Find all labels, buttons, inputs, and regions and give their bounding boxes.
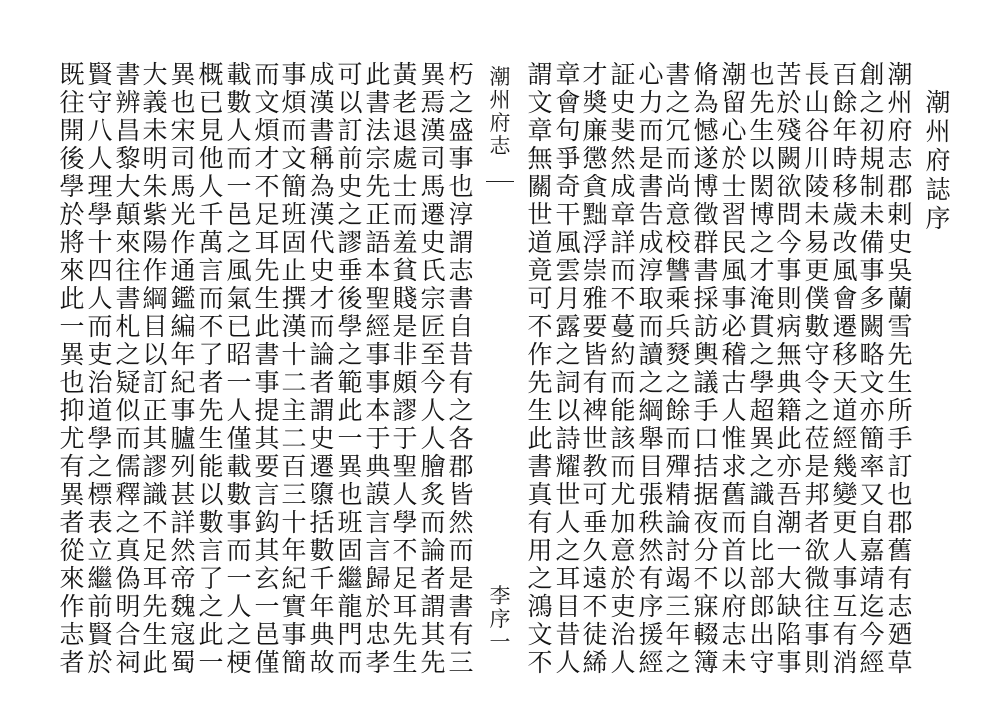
left-page-column: 事煩而文簡班固止撰漢十二主二百三十年紀實事簡 [281, 60, 307, 677]
right-page-column: 百餘年時移歲改風會遷移天道經幾變更人事互有消 [832, 60, 858, 677]
right-page-column: 謂文章無關世道竟可不作先生此書真有用之鴻文不 [527, 60, 553, 677]
right-page-column: 長山谷川陵未易更僕數守令之莅是邦者欲微往事則 [804, 60, 830, 677]
left-page-column: 書辨昌黎大顛來往書札之疑似而儒釋之真偽明合祠 [115, 60, 141, 677]
left-page-column: 大義未明朱紫陽作綱目以訂正其謬識不足耳先生此 [142, 60, 168, 677]
right-page-column: 心力而是書告成淳取而讀之綱舉目張秩然有序援經 [638, 60, 664, 677]
left-page-column: 此書法宗先正語本聖經事事本于典謨言言歸於忠孝 [365, 60, 391, 677]
left-page-column: 賢守八人理學十四人而吏治道學之標表立繼前賢於 [87, 60, 113, 677]
left-page-column: 黃老退處士而羞貧賤是非頗謬于聖人學不足耳先生 [392, 60, 418, 677]
right-page-column: 苦於殘闕欲問今事則病無典籍此亦吾潮一大缺陷事 [776, 60, 802, 677]
right-page-column: 也先生以閎博之才淹貫之學超異之識自比部郎出守 [749, 60, 775, 677]
left-page-column: 可以訂前史之謬垂後學之範此一異也班固繼龍門而 [337, 60, 363, 677]
left-page-column: 而文煩才不足耳先生此書事提其要言鈎其玄一邑僅 [254, 60, 280, 677]
right-page-column: 潮留心於士習民風事必稽古人惟求舊而首以府志未 [721, 60, 747, 677]
preface-title: 潮州府誌序 [925, 88, 951, 233]
right-page-column: 書之冗而尚意校讐乘兵燹之餘而殫精論討竭三年之 [665, 60, 691, 677]
left-page-column: 異焉漢司馬遷史氏宗匠至今人人膾炙而論者謂其先 [420, 60, 446, 677]
left-page-column: 既往開後學於將來此一異也抑尤有異者從來作志者 [59, 60, 85, 677]
right-page-column: 潮州府志郡剌史吳蘭雪先生所手訂也郡舊有志廼草 [887, 60, 913, 677]
right-page-column: 才奬廉懲貪黜浮崇雅要皆有裨世教可垂久遠不徒絺 [582, 60, 608, 677]
right-page-column: 創之初規制未備事多闕略文亦簡率又自嘉靖迄今經 [859, 60, 885, 677]
gutter-book-title: 潮州府志 [489, 65, 511, 158]
right-page-column: 脩為憾遂博徵群書採訪輿議手口拮据夜分不寐輟簿 [693, 60, 719, 677]
left-page-column: 載數人而一邑之風氣已昭一人僅載數事而一人之梗 [226, 60, 252, 677]
left-page-column: 朽之盛事也淳謂志書自昔有之各郡皆然而是書有三 [448, 60, 474, 677]
left-page-column: 成漢書稱為漢代史才而論者謂史遷隳括數千年典故 [309, 60, 335, 677]
right-page-column: 章會句爭奇干風雲月露之詞以詩耀世人之耳目昔人 [555, 60, 581, 677]
gutter-page-label: 李序一 [489, 584, 511, 654]
right-page-column: 証史斐然成章詳而不蔓約而能該而尤加意於吏治人 [610, 60, 636, 677]
left-page-column: 概已見他人千萬言而不了者先生能以數言了之此一 [198, 60, 224, 677]
left-page-column: 異也宋司馬光作通鑑編年紀事臚列甚詳然帝魏寇蜀 [170, 60, 196, 677]
